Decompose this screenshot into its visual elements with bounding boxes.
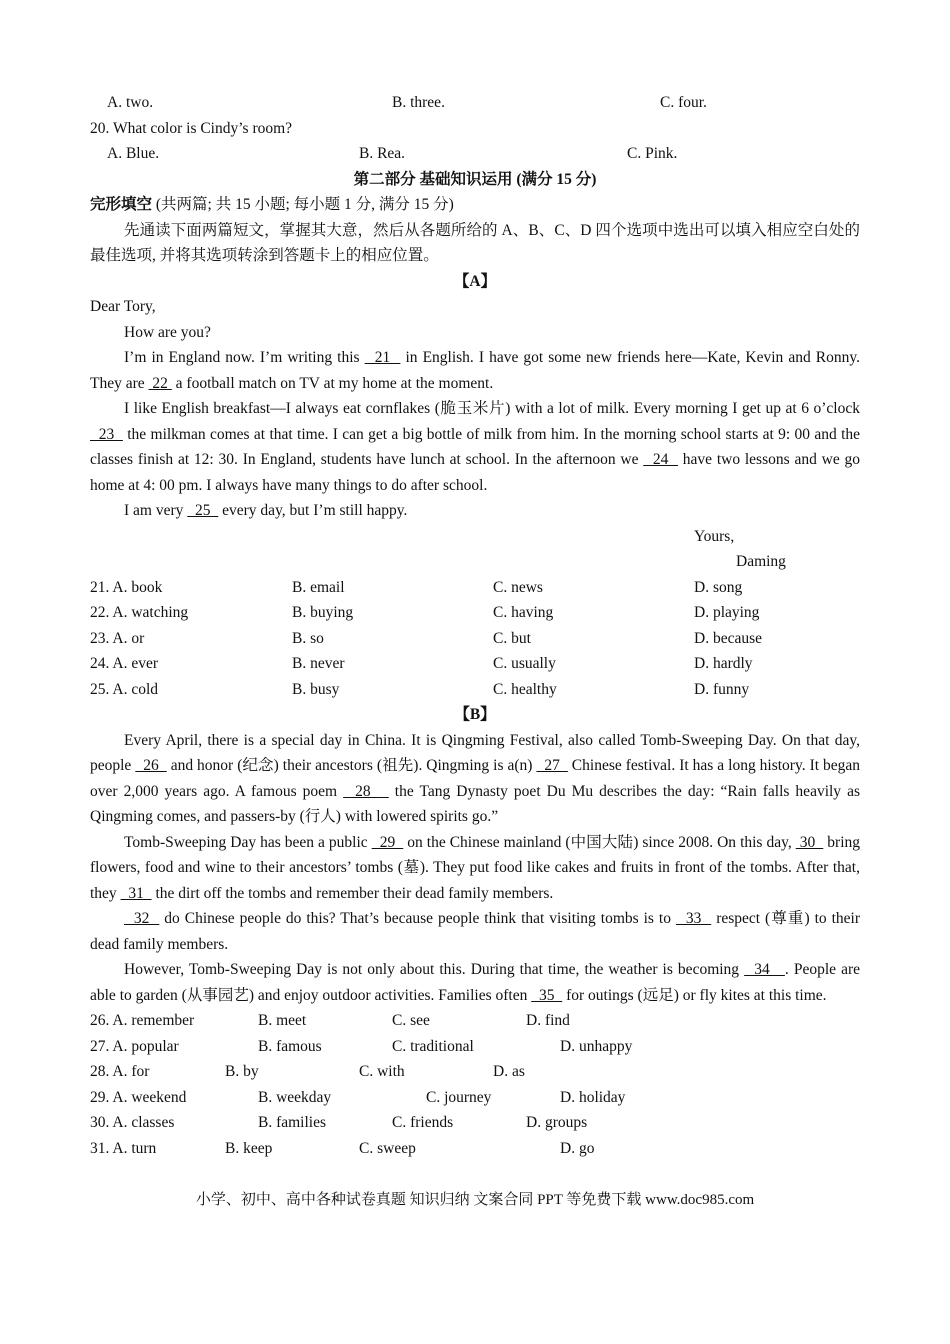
page-footer: 小学、初中、高中各种试卷真题 知识归纳 文案合同 PPT 等免费下载 www.doc985.com [195, 1192, 755, 1208]
paragraph [90, 830, 860, 907]
paragraph-text: have two lessons and we go home at 4: 00 pm. I always have many things to do after school. [90, 451, 861, 494]
question-options [90, 1008, 860, 1034]
option-0: 22. A. watching [90, 604, 189, 621]
paragraph-text: and honor (纪念) their ancestors (祖先). Qingming is a(n) [166, 757, 537, 774]
q20-options [90, 141, 860, 167]
option-0: 24. A. ever [90, 655, 159, 672]
option-2: C. healthy [493, 680, 557, 698]
answer-blank: 27 [536, 757, 568, 774]
paragraph-text: Tomb-Sweeping Day has been a public [124, 833, 372, 851]
option-3: D. groups [526, 1114, 588, 1131]
option-1: B. three. [392, 94, 445, 111]
answer-blank: 29 [371, 833, 404, 851]
answer-blank: 25 [187, 502, 219, 519]
option-0: 21. A. book [90, 578, 163, 596]
option-2: C. usually [493, 655, 556, 672]
paragraph-text: do Chinese people do this? That’s because people think that visiting tombs is to [159, 910, 676, 927]
paragraph-text: I’m in England now. I’m writing this [124, 349, 365, 366]
question-options [90, 1136, 860, 1162]
q20-question: 20. What color is Cindy’s room? [90, 119, 293, 137]
paragraph [90, 320, 860, 346]
option-0: A. Blue. [107, 145, 160, 162]
option-3: D. hardly [694, 655, 753, 672]
paragraph-text: I like English breakfast—I always eat cornflakes (脆玉米片) with a lot of milk. Every morning I get up at 6 o’clock [124, 400, 860, 417]
option-3: D. unhappy [560, 1037, 633, 1055]
option-2: C. traditional [392, 1037, 474, 1055]
option-0: 31. A. turn [90, 1139, 157, 1157]
question-options [90, 1110, 860, 1136]
option-3: D. song [694, 578, 743, 596]
answer-blank: 30 [795, 833, 824, 851]
paragraph-text: in English. I have got some new friends here—Kate, Kevin and Ronny. They are [90, 349, 860, 392]
option-0: 23. A. or [90, 629, 145, 647]
cloze-label: 完形填空 [90, 196, 153, 213]
option-2: C. journey [426, 1088, 492, 1106]
answer-blank: 33 [675, 910, 712, 927]
option-2: C. sweep [359, 1139, 416, 1157]
question-options [90, 1085, 860, 1111]
option-1: B. famous [258, 1037, 322, 1055]
page-content [90, 90, 860, 1161]
option-3: D. playing [694, 604, 760, 621]
paragraph-text: bring flowers, food and wine to their ancestors’ tombs (墓). They put food like cakes and fruits in front of the tombs. After that, they [90, 833, 861, 902]
paragraph-text: respect (尊重) to their dead family members. [90, 910, 860, 953]
option-2: C. news [493, 578, 543, 596]
paragraph-text: the milkman comes at that time. I can get a big bottle of milk from him. In the morning school starts at 9: 00 and the classes finish at 12: 30. In England, students have lunch at school. In the afternoon we [90, 425, 861, 468]
paragraph [90, 396, 860, 498]
option-0: 29. A. weekend [90, 1088, 187, 1106]
option-0: A. two. [107, 94, 154, 111]
option-1: B. busy [292, 680, 340, 698]
option-0: 28. A. for [90, 1063, 150, 1080]
paragraph-text: Every April, there is a special day in China. It is Qingming Festival, also called Tomb-Sweeping Day. On that day, people [90, 731, 860, 774]
option-2: C. four. [660, 94, 707, 111]
option-3: D. holiday [560, 1088, 626, 1106]
instructions: 先通读下面两篇短文，掌握其大意，然后从各题所给的 A、B、C、D 四个选项中选出可以填入相应空白处的最佳选项, 并将其选项转涂到答题卡上的相应位置。 [90, 221, 860, 264]
paragraph-text: for outings (远足) or fly kites at this time. [562, 986, 827, 1004]
question-options [90, 651, 860, 677]
option-3: D. as [493, 1063, 525, 1080]
letter-greeting: Dear Tory, [90, 298, 156, 315]
section-a-heading: 【A】 [453, 272, 497, 290]
answer-blank: 21 [364, 349, 401, 366]
option-0: 25. A. cold [90, 680, 159, 698]
answer-blank: 26 [135, 757, 167, 774]
paragraph-text: a football match on TV at my home at the moment. [171, 374, 494, 392]
question-options [90, 1059, 860, 1085]
question-options [90, 1034, 860, 1060]
answer-blank: 34 [744, 961, 785, 978]
cloze-note: (共两篇; 共 15 小题; 每小题 1 分, 满分 15 分) [152, 196, 454, 213]
option-0: 27. A. popular [90, 1037, 179, 1055]
question-options [90, 600, 860, 626]
answer-blank: 31 [120, 884, 152, 902]
paragraph [90, 728, 860, 830]
paragraph-text: the dirt off the tombs and remember their dead family members. [151, 884, 554, 902]
answer-blank: 28 [343, 782, 389, 800]
option-2: C. having [493, 604, 554, 621]
option-1: B. meet [258, 1012, 307, 1029]
option-2: C. see [392, 1012, 430, 1029]
paragraph-text: I am very [124, 502, 188, 519]
answer-blank: 24 [643, 451, 678, 468]
paragraph-text: . People are able to garden (从事园艺) and enjoy outdoor activities. Families often [90, 961, 861, 1004]
answer-blank: 32 [124, 910, 160, 927]
option-1: B. families [258, 1114, 327, 1131]
option-3: D. because [694, 629, 762, 647]
paragraph-text: However, Tomb-Sweeping Day is not only about this. During that time, the weather is becoming [124, 961, 745, 978]
option-3: D. funny [694, 680, 750, 698]
part2-title: 第二部分 基础知识运用 (满分 15 分) [353, 170, 597, 188]
option-1: B. never [292, 655, 345, 672]
paragraph [90, 906, 860, 957]
paragraph-text: on the Chinese mainland (中国大陆) since 2008. On this day, [403, 833, 796, 851]
section-b-heading: 【B】 [454, 706, 496, 723]
paragraph [90, 957, 860, 1008]
paragraph-text: How are you? [124, 323, 211, 341]
paragraph [90, 345, 860, 396]
paragraph-text: every day, but I’m still happy. [218, 502, 408, 519]
letter-signature: Daming [736, 553, 786, 570]
paragraph-text: Chinese festival. It has a long history. It began over 2,000 years ago. A famous poem [90, 757, 861, 800]
option-1: B. so [292, 629, 324, 647]
option-0: 26. A. remember [90, 1012, 195, 1029]
option-1: B. Rea. [359, 145, 406, 162]
option-0: 30. A. classes [90, 1114, 175, 1131]
option-2: C. friends [392, 1114, 454, 1131]
option-1: B. by [225, 1063, 259, 1080]
answer-blank: 22 [148, 374, 172, 392]
option-1: B. email [292, 578, 345, 596]
answer-blank: 35 [531, 986, 563, 1004]
option-3: D. find [526, 1012, 570, 1029]
option-2: C. Pink. [627, 145, 678, 162]
question-options [90, 677, 860, 703]
option-2: C. with [359, 1063, 405, 1080]
q19-options [90, 90, 860, 116]
question-options [90, 575, 860, 601]
paragraph-text: the Tang Dynasty poet Du Mu describes the day: “Rain falls heavily as Qingming comes, and passers-by (行人) with lowered spirits go.” [90, 782, 860, 825]
option-1: B. keep [225, 1139, 273, 1157]
option-1: B. weekday [258, 1088, 332, 1106]
option-1: B. buying [292, 604, 354, 621]
paragraph [90, 498, 860, 524]
letter-closing: Yours, [694, 527, 735, 545]
answer-blank: 23 [90, 425, 123, 443]
option-2: C. but [493, 629, 531, 647]
question-options [90, 626, 860, 652]
option-3: D. go [560, 1139, 595, 1157]
